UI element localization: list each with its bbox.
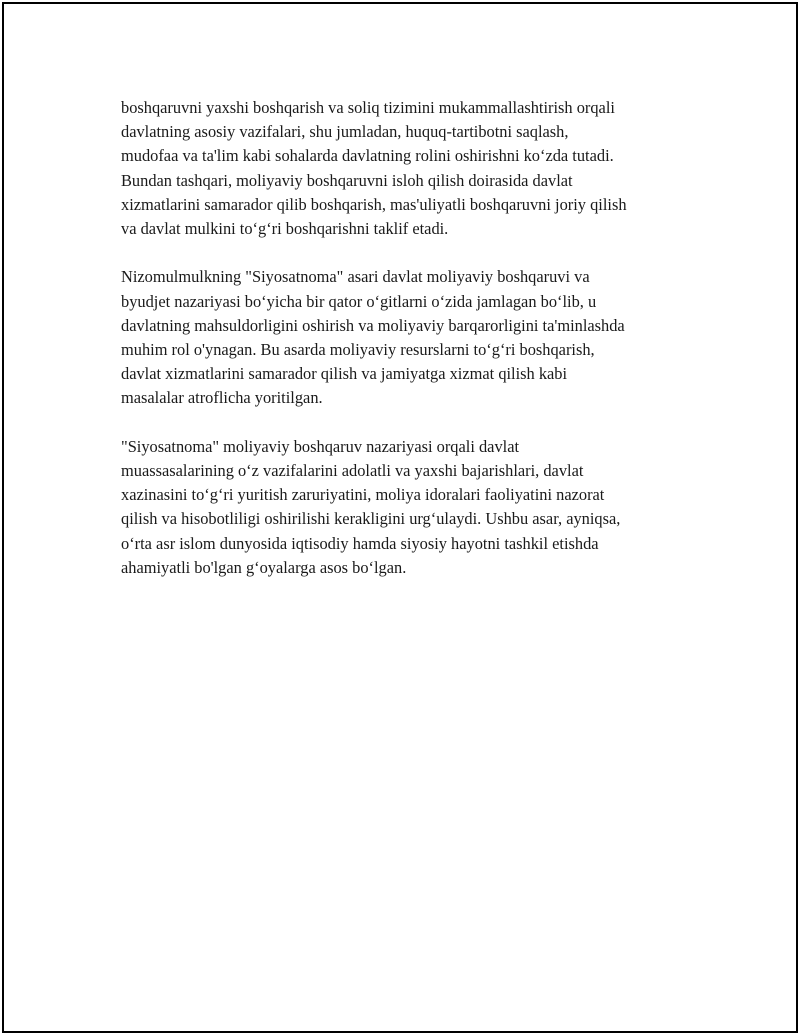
text-line: muhim rol o'ynagan. Bu asarda moliyaviy resurslarni toʻgʻri boshqarish, bbox=[121, 340, 595, 360]
text-line: va davlat mulkini toʻgʻri boshqarishni taklif etadi. bbox=[121, 219, 449, 239]
page-frame bbox=[2, 2, 798, 1033]
text-line: Bundan tashqari, moliyaviy boshqaruvni isloh qilish doirasida davlat bbox=[121, 170, 573, 190]
text-line: qilish va hisobotliligi oshirilishi kerakligini urgʻulaydi. Ushbu asar, ayniqsa, bbox=[121, 509, 621, 529]
text-line: "Siyosatnoma" moliyaviy boshqaruv nazariyasi orqali davlat bbox=[121, 436, 520, 456]
text-line: byudjet nazariyasi boʻyicha bir qator oʻgitlarni oʻzida jamlagan boʻlib, u bbox=[121, 291, 597, 311]
text-line: davlatning mahsuldorligini oshirish va moliyaviy barqarorligini ta'minlashda bbox=[121, 315, 625, 335]
text-line: muassasalarining oʻz vazifalarini adolatli va yaxshi bajarishlari, davlat bbox=[121, 461, 584, 481]
paragraph-1 bbox=[121, 96, 693, 241]
text-line: davlatning asosiy vazifalari, shu jumladan, huquq-tartibotni saqlash, bbox=[121, 122, 569, 142]
text-line: ahamiyatli bo'lgan gʻoyalarga asos boʻlgan. bbox=[121, 557, 407, 577]
text-line: Nizomulmulkning "Siyosatnoma" asari davlat moliyaviy boshqaruvi va bbox=[121, 267, 590, 287]
text-line: mudofaa va ta'lim kabi sohalarda davlatning rolini oshirishni koʻzda tutadi. bbox=[121, 146, 614, 166]
text-line: xazinasini toʻgʻri yuritish zaruriyatini, moliya idoralari faoliyatini nazorat bbox=[121, 485, 605, 505]
paragraph-3 bbox=[121, 435, 693, 580]
text-line: boshqaruvni yaxshi boshqarish va soliq tizimini mukammallashtirish orqali bbox=[121, 98, 615, 117]
page-content bbox=[121, 96, 693, 604]
text-line: xizmatlarini samarador qilib boshqarish, mas'uliyatli boshqaruvni joriy qilish bbox=[121, 194, 627, 214]
text-line: davlat xizmatlarini samarador qilish va jamiyatga xizmat qilish kabi bbox=[121, 364, 568, 384]
text-line: masalalar atroflicha yoritilgan. bbox=[121, 388, 323, 408]
paragraph-2 bbox=[121, 265, 693, 410]
text-line: oʻrta asr islom dunyosida iqtisodiy hamda siyosiy hayotni tashkil etishda bbox=[121, 533, 599, 553]
